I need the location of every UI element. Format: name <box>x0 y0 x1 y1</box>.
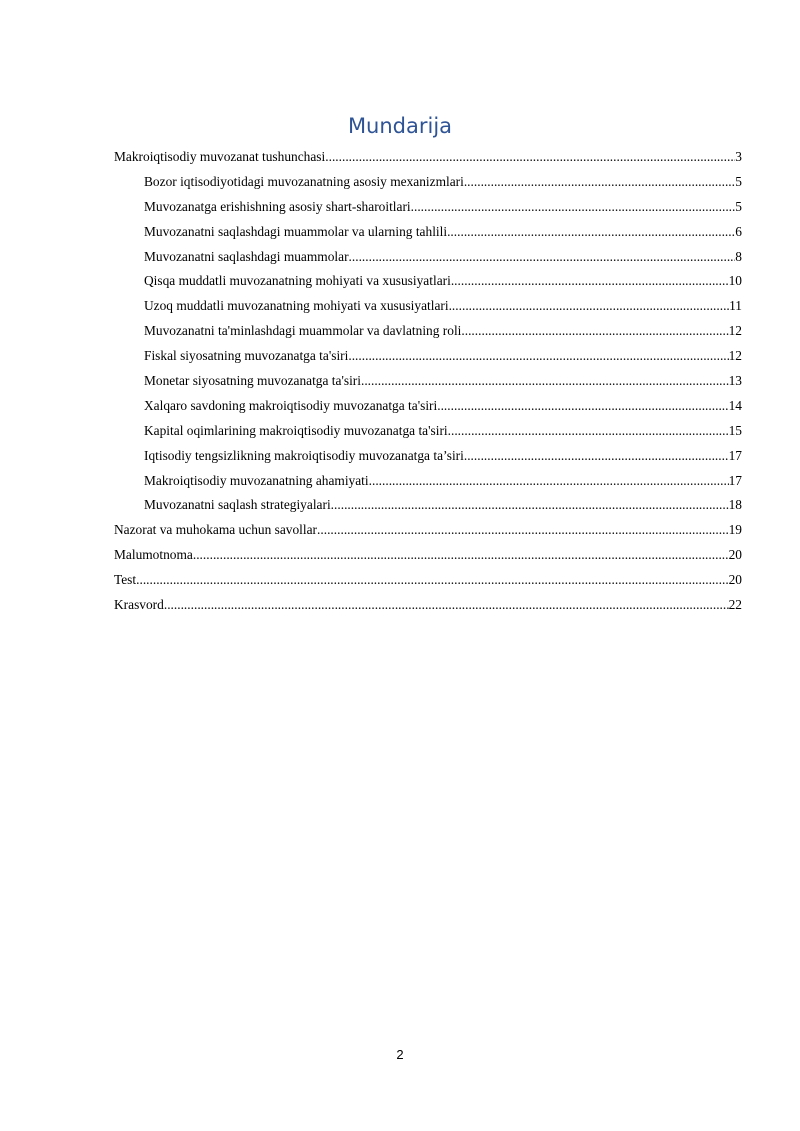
table-of-contents <box>114 145 742 618</box>
toc-entry-page: 12 <box>728 348 742 364</box>
toc-entry-page: 8 <box>735 248 742 264</box>
toc-leader-dots <box>449 294 730 319</box>
toc-entry[interactable] <box>114 444 742 469</box>
toc-entry-page: 11 <box>729 298 742 314</box>
toc-leader-dots <box>448 419 729 444</box>
toc-entry-text: Monetar siyosatning muvozanatga ta'siri <box>144 373 361 389</box>
toc-entry-page: 14 <box>728 397 742 413</box>
toc-entry-text: Test <box>114 572 137 588</box>
toc-leader-dots <box>361 369 729 394</box>
toc-entry[interactable] <box>114 245 742 270</box>
toc-entry-page: 19 <box>728 522 742 538</box>
toc-entry-page: 5 <box>735 173 742 189</box>
toc-entry[interactable] <box>114 220 742 245</box>
toc-entry-page: 22 <box>728 597 742 613</box>
toc-entry[interactable] <box>114 145 742 170</box>
toc-entry-text: Muvozanatni saqlashdagi muammolar <box>144 248 349 264</box>
toc-entry-page: 6 <box>735 223 742 239</box>
toc-entry-text: Nazorat va muhokama uchun savollar <box>114 522 318 538</box>
toc-entry[interactable] <box>114 294 742 319</box>
toc-leader-dots <box>164 593 729 618</box>
toc-entry-page: 5 <box>735 198 742 214</box>
toc-entry[interactable] <box>114 593 742 618</box>
toc-entry-text: Makroiqtisodiy muvozanatning ahamiyati <box>144 472 369 488</box>
toc-entry[interactable] <box>114 269 742 294</box>
toc-leader-dots <box>437 394 728 419</box>
toc-entry-text: Uzoq muddatli muvozanatning mohiyati va xususiyatlari <box>144 298 449 314</box>
toc-leader-dots <box>464 444 729 469</box>
toc-entry[interactable] <box>114 518 742 543</box>
toc-entry-page: 13 <box>728 373 742 389</box>
toc-entry-text: Malumotnoma <box>114 547 193 563</box>
toc-leader-dots <box>325 145 735 170</box>
toc-entry-page: 12 <box>728 323 742 339</box>
toc-entry-text: Muvozanatga erishishning asosiy shart-sharoitlari <box>144 198 411 214</box>
toc-entry[interactable] <box>114 319 742 344</box>
page-number: 2 <box>396 1047 404 1062</box>
toc-entry[interactable] <box>114 493 742 518</box>
toc-entry-text: Qisqa muddatli muvozanatning mohiyati va xususiyatlari <box>144 273 451 289</box>
toc-leader-dots <box>331 493 729 518</box>
toc-entry[interactable] <box>114 344 742 369</box>
toc-leader-dots <box>349 245 736 270</box>
toc-entry[interactable] <box>114 469 742 494</box>
toc-entry-page: 18 <box>728 497 742 513</box>
toc-entry-page: 17 <box>728 447 742 463</box>
toc-entry-page: 20 <box>728 572 742 588</box>
toc-entry-text: Fiskal siyosatning muvozanatga ta'siri <box>144 348 349 364</box>
toc-leader-dots <box>411 195 736 220</box>
toc-entry-page: 15 <box>728 422 742 438</box>
toc-entry[interactable] <box>114 170 742 195</box>
toc-entry[interactable] <box>114 195 742 220</box>
toc-title: Mundarija <box>347 114 453 138</box>
toc-leader-dots <box>136 568 728 593</box>
toc-leader-dots <box>317 518 729 543</box>
toc-entry-text: Muvozanatni saqlashdagi muammolar va ularning tahlili <box>144 223 448 239</box>
toc-entry-text: Muvozanatni saqlash strategiyalari <box>144 497 331 513</box>
toc-leader-dots <box>464 170 735 195</box>
toc-entry[interactable] <box>114 568 742 593</box>
toc-leader-dots <box>461 319 728 344</box>
toc-leader-dots <box>193 543 729 568</box>
toc-entry-text: Iqtisodiy tengsizlikning makroiqtisodiy muvozanatga ta’siri <box>144 447 464 463</box>
toc-entry-text: Xalqaro savdoning makroiqtisodiy muvozanatga ta'siri <box>144 397 438 413</box>
toc-entry-text: Kapital oqimlarining makroiqtisodiy muvozanatga ta'siri <box>144 422 448 438</box>
toc-entry[interactable] <box>114 419 742 444</box>
toc-leader-dots <box>369 469 729 494</box>
toc-leader-dots <box>348 344 728 369</box>
toc-entry-page: 3 <box>735 149 742 164</box>
toc-leader-dots <box>447 220 735 245</box>
toc-entry-page: 10 <box>728 273 742 289</box>
toc-entry-page: 20 <box>728 547 742 563</box>
toc-entry[interactable] <box>114 369 742 394</box>
toc-entry[interactable] <box>114 543 742 568</box>
toc-leader-dots <box>451 269 729 294</box>
toc-entry[interactable] <box>114 394 742 419</box>
toc-entry-page: 17 <box>728 472 742 488</box>
toc-entry-text: Makroiqtisodiy muvozanat tushunchasi <box>114 149 326 164</box>
toc-entry-text: Krasvord <box>114 597 164 613</box>
toc-entry-text: Bozor iqtisodiyotidagi muvozanatning asosiy mexanizmlari <box>144 173 464 189</box>
toc-entry-text: Muvozanatni ta'minlashdagi muammolar va davlatning roli <box>144 323 462 339</box>
